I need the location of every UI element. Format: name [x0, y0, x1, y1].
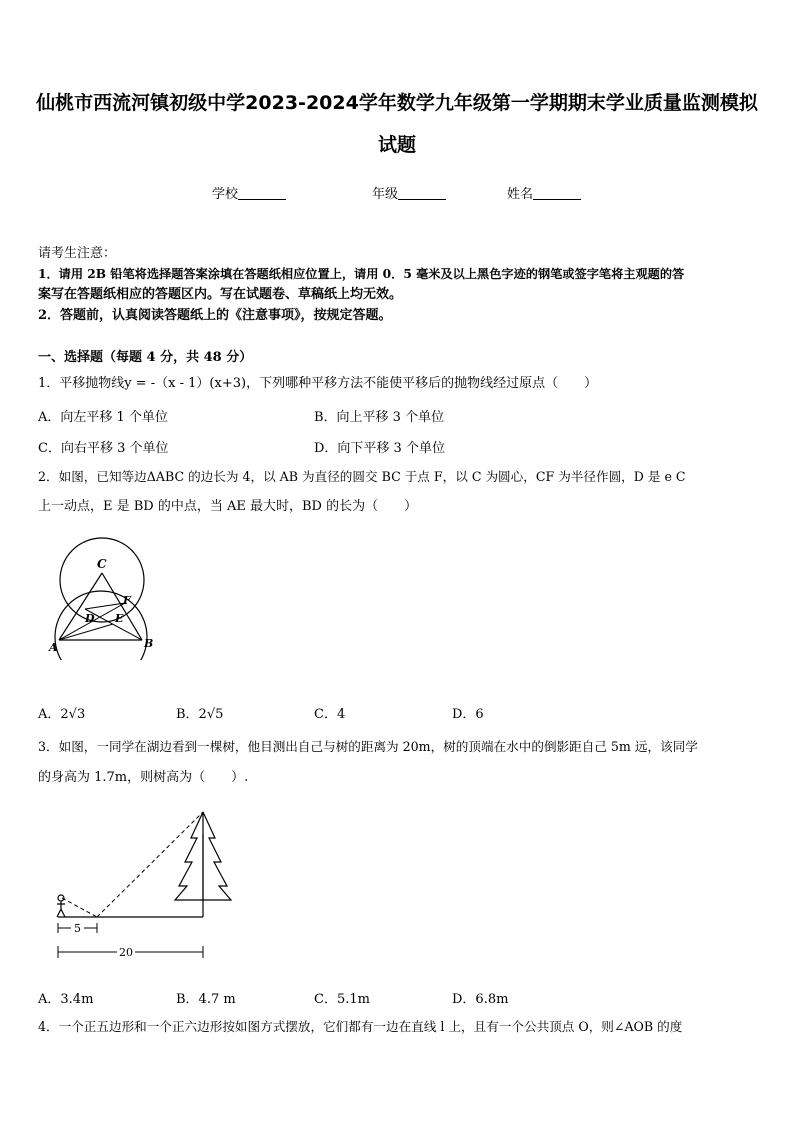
- grade-field: [372, 183, 446, 202]
- label-c: C: [97, 557, 107, 571]
- q2-option-a: A．2√3: [38, 707, 86, 722]
- q3-option-b: B．4.7 m: [176, 992, 236, 1007]
- q1-option-c: C．向右平移 3 个单位: [38, 441, 169, 456]
- label-e: E: [115, 612, 124, 625]
- school-blank: [238, 186, 286, 200]
- q3-option-d: D．6.8m: [452, 992, 509, 1007]
- q1-option-b: B．向上平移 3 个单位: [314, 410, 445, 425]
- notice-header: 请考生注意：: [38, 246, 117, 261]
- q3-stem-line2: 的身高为 1.7m，则树高为（ ）.: [38, 770, 249, 785]
- q3-option-c: C．5.1m: [314, 992, 370, 1007]
- reflection-ray: [97, 812, 203, 917]
- school-field: [212, 183, 286, 202]
- notice-item2: 2．答题前，认真阅读答题纸上的《注意事项》，按规定答题。: [38, 308, 392, 323]
- label-b: B: [144, 637, 154, 650]
- name-blank: [533, 186, 581, 200]
- school-label: 学校: [212, 187, 239, 202]
- q2-option-b: B．2√5: [176, 707, 224, 722]
- q1-stem: 1．平移抛物线y = -（x - 1）(x+3)，下列哪种平移方法不能使平移后的抛物线经过原点（ ）: [38, 376, 598, 391]
- notice-item1-line1: 1．请用 2B 铅笔将选择题答案涂填在答题纸相应位置上，请用 0．5 毫米及以上黑色字迹的钢笔或签字笔将主观题的答: [38, 267, 685, 281]
- segment-ac: [59, 573, 102, 640]
- q3-figure-tree-reflection: [40, 800, 240, 965]
- q2-figure-circles-triangle: [45, 530, 165, 660]
- person-icon: [57, 901, 65, 917]
- q3-stem-line1: 3．如图，一同学在湖边看到一棵树，他目测出自己与树的距离为 20m，树的顶端在水中的倒影距自己 5m 远，该同学: [38, 739, 698, 754]
- q2-option-d: D．6: [452, 707, 484, 722]
- exam-title-line2: 试题: [377, 134, 416, 156]
- exam-title-line1: 仙桃市西流河镇初级中学2023-2024学年数学九年级第一学期期末学业质量监测模拟: [36, 92, 758, 114]
- grade-blank: [398, 186, 446, 200]
- dim5-label: 5: [74, 922, 81, 935]
- q1-option-a: A．向左平移 1 个单位: [38, 410, 168, 425]
- notice-item1-line2: 案写在答题纸相应的答题区内。写在试题卷、草稿纸上均无效。: [38, 287, 403, 302]
- label-f: F: [123, 594, 131, 607]
- grade-label: 年级: [372, 187, 399, 202]
- sight-line-to-water: [62, 898, 97, 917]
- name-label: 姓名: [507, 187, 534, 202]
- label-a: A: [49, 641, 58, 654]
- q3-option-a: A．3.4m: [38, 992, 94, 1007]
- q1-option-d: D．向下平移 3 个单位: [314, 441, 445, 456]
- circle-c: [60, 538, 144, 622]
- q2-option-c: C．4: [314, 707, 346, 722]
- label-d: D: [85, 612, 95, 625]
- dim20-label: 20: [119, 946, 133, 959]
- name-field: [507, 183, 581, 202]
- section1-heading: 一、选择题（每题 4 分，共 48 分）: [38, 350, 253, 365]
- q2-stem-line1: 2．如图，已知等边ΔABC 的边长为 4，以 AB 为直径的圆交 BC 于点 F，以 C 为圆心，CF 为半径作圆，D 是 e C: [38, 469, 686, 484]
- q4-stem-line1: 4．一个正五边形和一个正六边形按如图方式摆放，它们都有一边在直线 l 上，且有一个公共顶点 O，则∠AOB 的度: [38, 1019, 683, 1034]
- person-icon-head: [58, 895, 64, 901]
- q2-stem-line2: 上一动点，E 是 BD 的中点，当 AE 最大时，BD 的长为（ ）: [38, 499, 418, 514]
